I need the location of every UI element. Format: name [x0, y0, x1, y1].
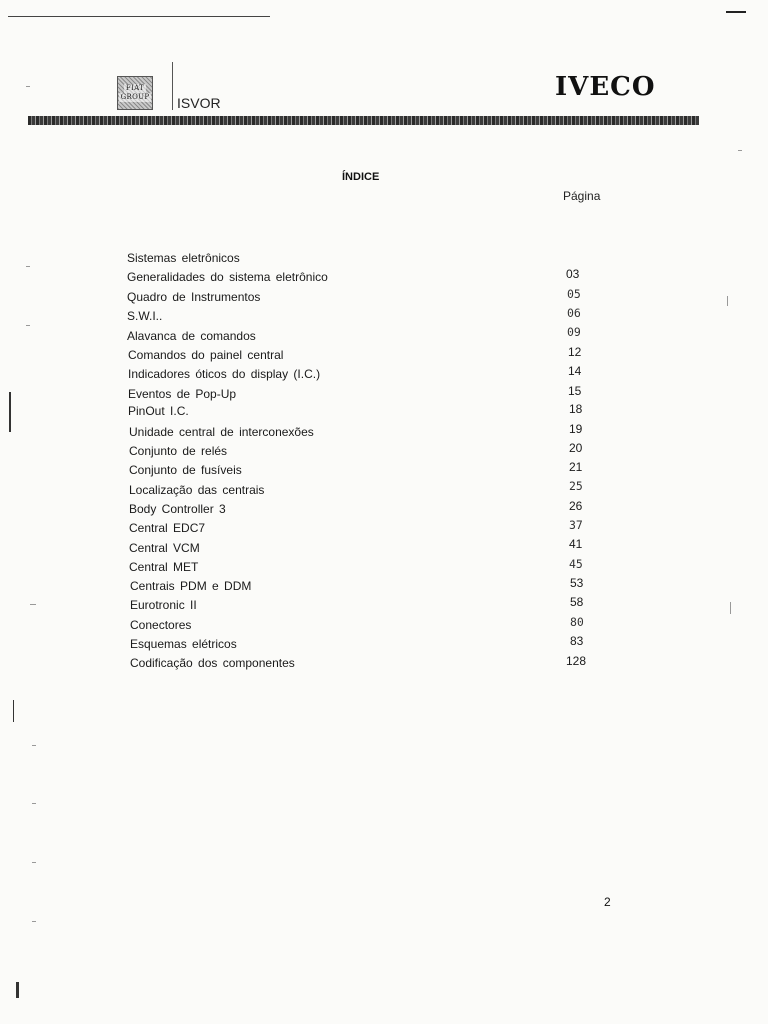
index-entry-page: 03 [566, 267, 580, 281]
index-entry-label: Esquemas elétricos [130, 637, 237, 651]
index-entry-page: 53 [570, 576, 584, 590]
index-entry-label: Conjunto de fusíveis [129, 463, 242, 477]
header-divider [172, 62, 173, 110]
scan-artifact-bar [16, 982, 19, 998]
fiat-group-logo [117, 76, 153, 110]
scan-artifact-line [8, 16, 270, 17]
index-entry-label: Indicadores óticos do display (I.C.) [128, 367, 321, 381]
index-entry-page: 12 [568, 345, 582, 359]
fiat-logo-text-1: FIAT [125, 84, 145, 92]
index-entry-page: 41 [569, 537, 583, 551]
index-entry-label: Quadro de Instrumentos [127, 290, 261, 304]
scan-artifact-dot [727, 296, 728, 306]
index-entry-label: Conjunto de relés [129, 444, 228, 458]
index-entry-page: 80 [570, 615, 584, 629]
index-entry-label: Sistemas eletrônicos [127, 251, 240, 265]
index-entry-label: Eurotronic II [130, 598, 197, 612]
index-entry-page: 37 [569, 518, 583, 532]
index-entry-page: 05 [567, 287, 581, 301]
index-title: ÍNDICE [342, 171, 380, 183]
index-entry-label: Eventos de Pop-Up [128, 387, 237, 401]
index-entry-label: Central MET [129, 560, 199, 574]
index-entry-label: Localização das centrais [129, 483, 265, 497]
index-entry-label: Body Controller 3 [129, 502, 226, 516]
scan-artifact-dot [32, 745, 36, 746]
scan-artifact-dot [32, 803, 36, 804]
scan-artifact-bar [13, 700, 14, 722]
index-entry-label: Unidade central de interconexões [129, 425, 314, 439]
index-entry-page: 15 [568, 384, 582, 398]
scan-artifact-dot [26, 325, 30, 326]
scan-artifact-dot [730, 602, 731, 614]
index-entry-page: 58 [570, 595, 584, 609]
index-entry-page: 83 [570, 634, 584, 648]
index-entry-page: 06 [567, 306, 581, 320]
isvor-label: ISVOR [177, 95, 221, 111]
scan-artifact-dot [738, 150, 742, 151]
index-entry-page: 26 [569, 499, 583, 513]
index-entry-label: Alavanca de comandos [127, 329, 256, 343]
index-entry-label: Codificação dos componentes [130, 656, 295, 670]
index-entry-page: 18 [569, 402, 583, 416]
scan-artifact-dash [726, 11, 746, 13]
index-entry-label: Comandos do painel central [128, 348, 284, 362]
scan-artifact-dot [26, 86, 30, 87]
index-entry-page: 20 [569, 441, 583, 455]
index-entry-label: Central EDC7 [129, 521, 206, 535]
index-entry-page: 19 [569, 422, 583, 436]
index-entry-page: 21 [569, 460, 583, 474]
scan-artifact-dot [32, 862, 36, 863]
index-entry-label: Generalidades do sistema eletrônico [127, 270, 328, 284]
index-entry-label: Conectores [130, 618, 192, 632]
index-entry-label: Central VCM [129, 541, 200, 555]
scan-artifact-dot [30, 604, 36, 605]
index-entry-page: 128 [566, 654, 587, 668]
scan-artifact-dot [32, 921, 36, 922]
page-column-header: Página [563, 189, 601, 203]
page-number: 2 [604, 895, 611, 909]
index-entry-label: PinOut I.C. [128, 404, 189, 418]
header-band [28, 116, 699, 125]
iveco-logo: IVECO [555, 72, 656, 102]
index-entry-page: 45 [569, 557, 583, 571]
index-entry-label: Centrais PDM e DDM [130, 579, 252, 593]
fiat-logo-text-2: GROUP [120, 93, 150, 101]
index-entry-page: 25 [569, 479, 583, 493]
scan-artifact-dot [26, 266, 30, 267]
index-entry-page: 09 [567, 325, 581, 339]
scan-artifact-bar [9, 392, 11, 432]
index-entry-page: 14 [568, 364, 582, 378]
index-entry-label: S.W.I.. [127, 309, 163, 323]
